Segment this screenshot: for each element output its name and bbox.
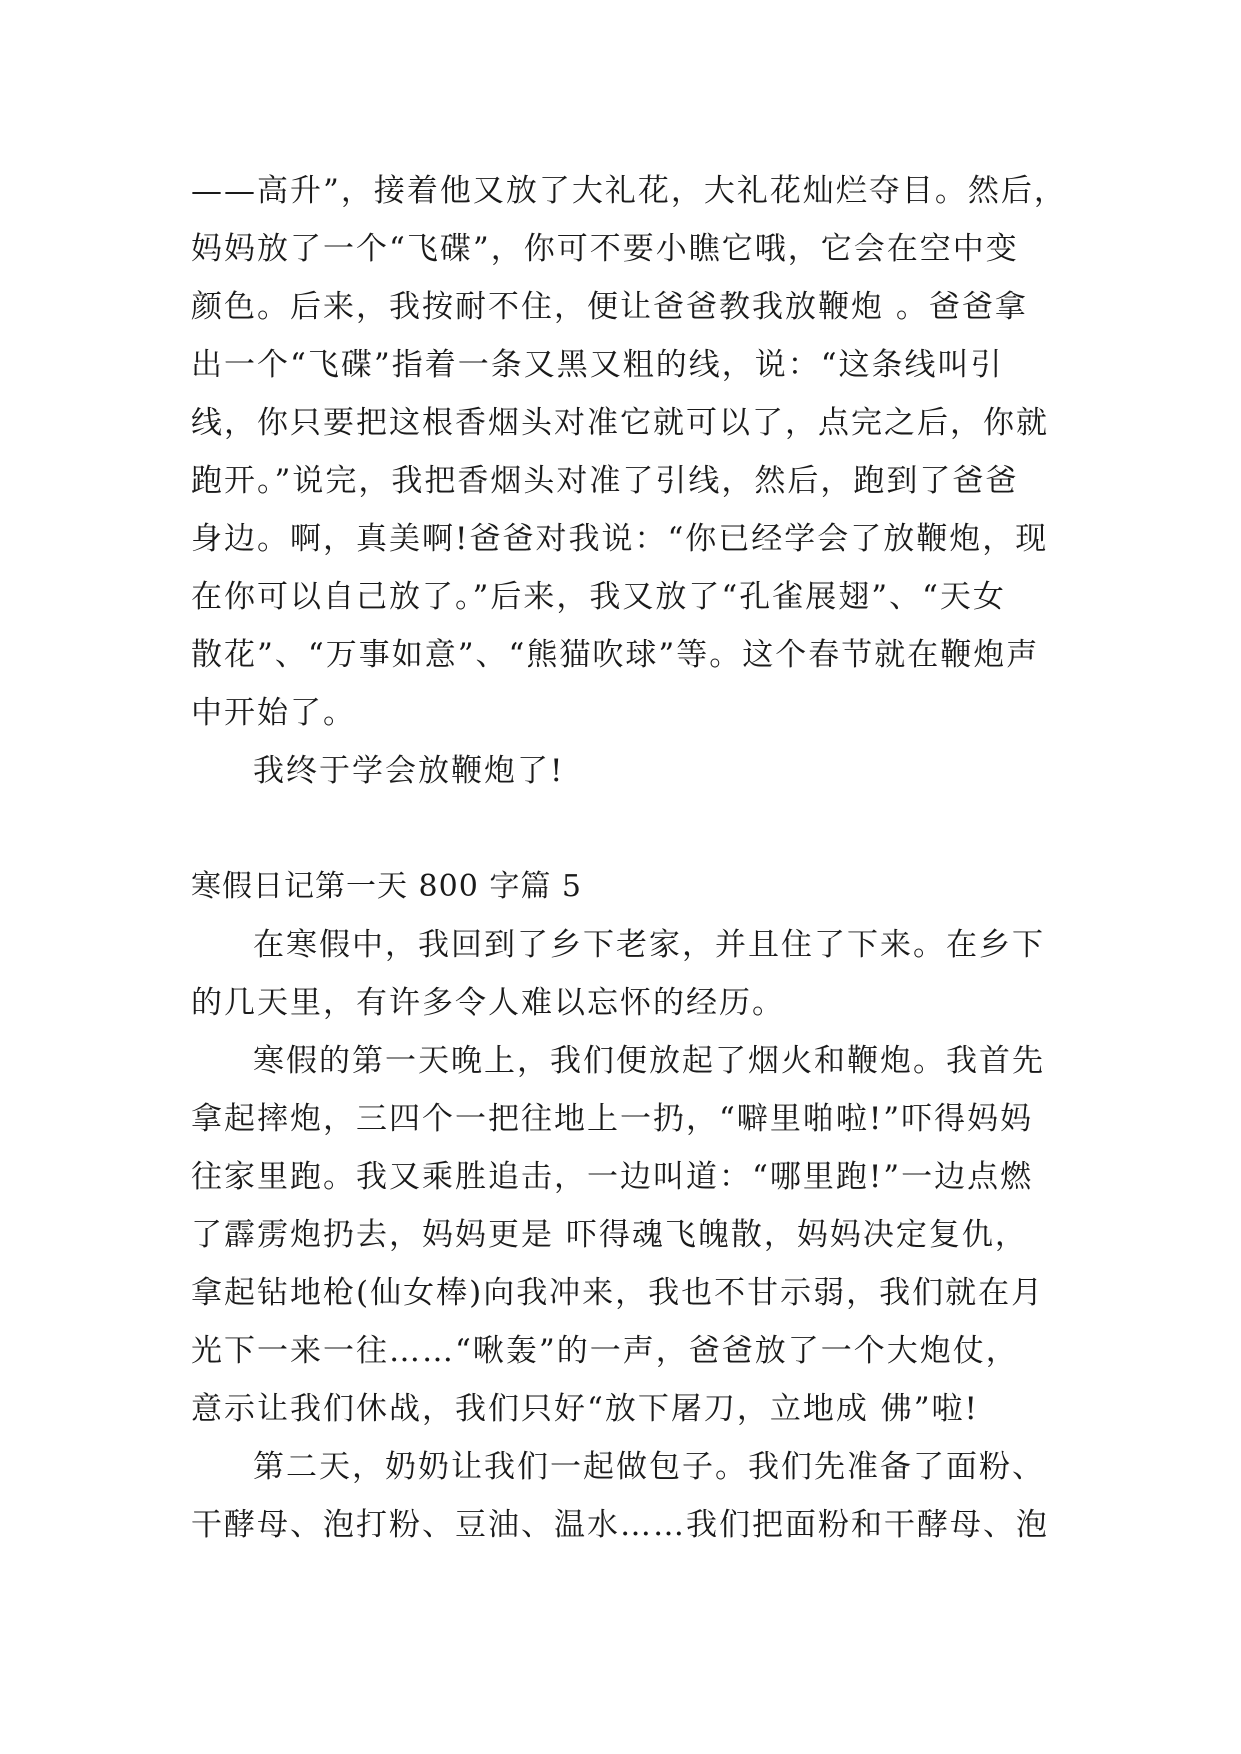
text-line: ——高升”，接着他又放了大礼花，大礼花灿烂夺目。然后， bbox=[191, 173, 1067, 209]
text-line: 了霹雳炮扔去，妈妈更是 吓得魂飞魄散，妈妈决定复仇， bbox=[191, 1217, 1028, 1253]
text-line: 往家里跑。我又乘胜追击，一边叫道：“哪里跑!”一边点燃 bbox=[191, 1159, 1034, 1195]
text-line: 妈妈放了一个“飞碟”，你可不要小瞧它哦，它会在空中变 bbox=[191, 231, 1019, 267]
text-line: 中开始了。 bbox=[191, 695, 356, 731]
text-line: 在你可以自己放了。”后来，我又放了“孔雀展翅”、“天女 bbox=[191, 579, 1006, 615]
text-line: 寒假的第一天晚上，我们便放起了烟火和鞭炮。我首先 bbox=[253, 1043, 1045, 1079]
text-line: 跑开。”说完，我把香烟头对准了引线，然后，跑到了爸爸 bbox=[191, 463, 1019, 499]
text-line: 干酵母、泡打粉、豆油、温水……我们把面粉和干酵母、泡 bbox=[191, 1507, 1049, 1543]
text-line: 身边。啊，真美啊!爸爸对我说：“你已经学会了放鞭炮，现 bbox=[191, 521, 1049, 557]
text-line: 散花”、“万事如意”、“熊猫吹球”等。这个春节就在鞭炮声 bbox=[191, 637, 1040, 673]
text-line: 出一个“飞碟”指着一条又黑又粗的线，说：“这条线叫引 bbox=[191, 347, 1004, 383]
text-line: 在寒假中，我回到了乡下老家，并且住了下来。在乡下 bbox=[253, 927, 1045, 963]
text-line: 拿起钻地枪(仙女棒)向我冲来，我也不甘示弱，我们就在月 bbox=[191, 1275, 1045, 1311]
text-line: 线，你只要把这根香烟头对准它就可以了，点完之后，你就 bbox=[191, 405, 1049, 441]
text-line: 光下一来一往……“啾轰”的一声，爸爸放了一个大炮仗， bbox=[191, 1333, 1019, 1369]
text-line: 拿起摔炮，三四个一把往地上一扔，“噼里啪啦!”吓得妈妈 bbox=[191, 1101, 1034, 1137]
document-body bbox=[191, 162, 1071, 1554]
paragraph-conclusion bbox=[191, 742, 1071, 800]
paragraph-first-day bbox=[191, 1032, 1071, 1438]
text-line: 我终于学会放鞭炮了! bbox=[253, 753, 565, 789]
section-spacer bbox=[191, 800, 1071, 858]
text-line: 的几天里，有许多令人难以忘怀的经历。 bbox=[191, 985, 785, 1021]
section-title: 寒假日记第一天 800 字篇 5 bbox=[191, 869, 582, 904]
text-line: 意示让我们休战，我们只好“放下屠刀，立地成 佛”啦! bbox=[191, 1391, 980, 1427]
paragraph-continuation bbox=[191, 162, 1071, 742]
text-line: 第二天，奶奶让我们一起做包子。我们先准备了面粉、 bbox=[253, 1449, 1045, 1485]
paragraph-second-day bbox=[191, 1438, 1071, 1554]
paragraph-intro bbox=[191, 916, 1071, 1032]
text-line: 颜色。后来，我按耐不住，便让爸爸教我放鞭炮 。爸爸拿 bbox=[191, 289, 1028, 325]
